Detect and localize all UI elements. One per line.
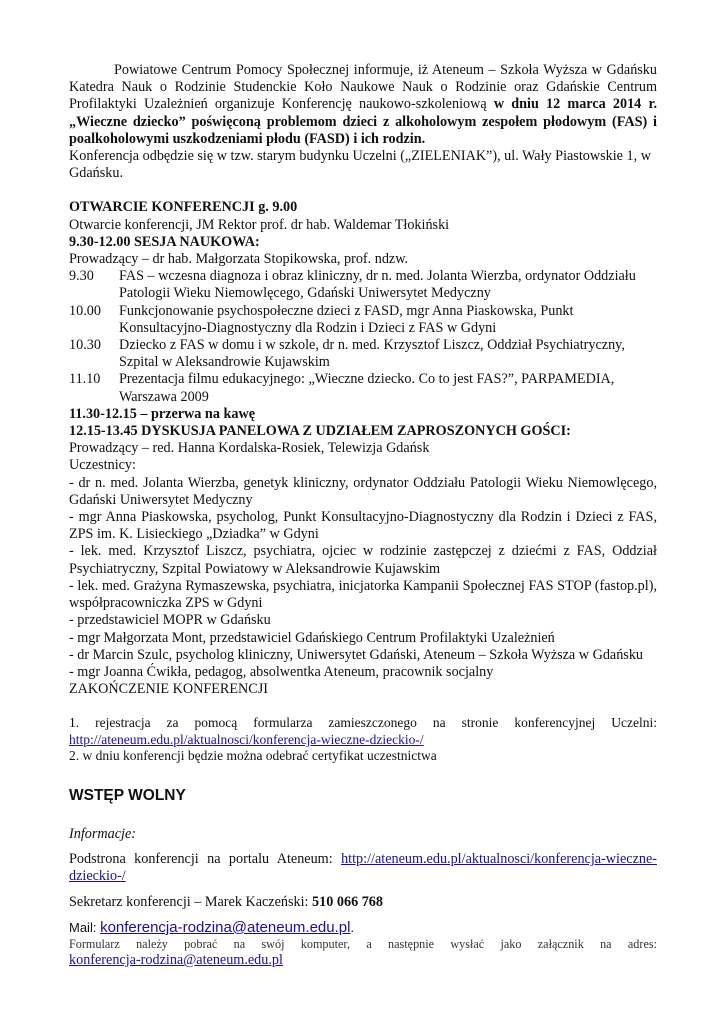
schedule-desc: Dziecko z FAS w domu i w szkole, dr n. med. Krzysztof Liszcz, Oddział Psychiatryczny, Szpital w Aleksandrowie Kujawskim	[119, 337, 625, 371]
schedule-desc: Prezentacja filmu edukacyjnego: „Wieczne dziecko. Co to jest FAS?”, PARPAMEDIA, Warszawa 2009	[119, 371, 615, 405]
participant-item: - przedstawiciel MOPR w Gdańsku	[69, 612, 271, 629]
schedule-item	[69, 268, 657, 302]
schedule-item	[69, 371, 657, 405]
panel-moderator: Prowadzący – red. Hanna Kordalska-Rosiek, Telewizja Gdańsk	[69, 440, 430, 457]
coffee-break: 11.30-12.15 – przerwa na kawę	[69, 405, 255, 422]
participants-label: Uczestnicy:	[69, 457, 136, 474]
secretary-phone: 510 066 768	[312, 893, 383, 910]
portal-link[interactable]: http://ateneum.edu.pl/aktualnosci/konferencja-wieczne-dzieckio-/	[69, 851, 657, 885]
info-label: Informacje:	[69, 826, 136, 843]
intro-text: Powiatowe Centrum Pomocy Społecznej informuje, iż Ateneum – Szkoła Wyższa w Gdańsku Katedra Nauk o Rodzinie Studenckie Koło Naukowe Nauk o Rodzinie oraz Gdańskie Centrum Profilaktyki Uzależnień organizuje Konferencję naukowo-szkoleniową	[69, 62, 657, 113]
notes-section	[69, 715, 657, 765]
intro-location: Konferencja odbędzie się w tzw. starym budynku Uczelni („ZIELENIAK”), ul. Wały Piastowskie 1, w Gdańsku.	[69, 148, 651, 182]
panel-heading: 12.15-13.45 DYSKUSJA PANELOWA Z UDZIAŁEM ZAPROSZONYCH GOŚCI:	[69, 423, 571, 440]
note-registration: 1. rejestracja za pomocą formularza zamieszczonego na stronie konferencyjnej Uczelni:	[69, 715, 657, 731]
mail-end: .	[350, 919, 355, 935]
portal-line	[69, 851, 657, 885]
schedule-time: 10.30	[69, 337, 101, 354]
registration-link[interactable]: http://ateneum.edu.pl/aktualnosci/konferencja-wieczne-dzieckio-/	[69, 731, 424, 747]
session-moderator: Prowadzący – dr hab. Małgorzata Stopikowska, prof. ndzw.	[69, 251, 409, 268]
schedule-desc: FAS – wczesna diagnoza i obraz kliniczny, dr n. med. Jolanta Wierzba, ordynator Oddziału Patologii Wieku Niemowlęcego, Gdański Uniwersytet Medyczny	[119, 268, 636, 302]
closing-heading: ZAKOŃCZENIE KONFERENCJI	[69, 681, 269, 698]
note-certificate: 2. w dniu konferencji będzie można odebrać certyfikat uczestnictwa	[69, 748, 437, 764]
schedule-time: 9.30	[69, 268, 94, 285]
secretary-text: Sekretarz konferencji – Marek Kaczeński:	[69, 893, 313, 910]
participant-item: - mgr Małgorzata Mont, przedstawiciel Gdańskiego Centrum Profilaktyki Uzależnień	[69, 629, 555, 646]
participant-item: - lek. med. Grażyna Rymaszewska, psychiatra, inicjatorka Kampanii Społecznej FAS STOP (fastop.pl), współpracowniczka ZPS w Gdyni	[69, 577, 657, 612]
schedule-item	[69, 303, 657, 337]
opening-text: Otwarcie konferencji, JM Rektor prof. dr hab. Waldemar Tłokiński	[69, 216, 450, 233]
mail-link[interactable]: konferencja-rodzina@ateneum.edu.pl	[100, 918, 351, 936]
schedule-item	[69, 337, 657, 371]
schedule-desc: Funkcjonowanie psychospołeczne dzieci z FASD, mgr Anna Piaskowska, Punkt Konsultacyjno-Diagnostyczny dla Rodzin i Dzieci z FAS w Gdyni	[119, 302, 574, 336]
free-entry-heading: WSTĘP WOLNY	[69, 786, 186, 804]
form-mail-link[interactable]: konferencja-rodzina@ateneum.edu.pl	[69, 952, 283, 969]
mail-label: Mail:	[69, 919, 101, 935]
participant-item: - dr n. med. Jolanta Wierzba, genetyk kliniczny, ordynator Oddziału Patologii Wieku Niemowlęcego, Gdański Uniwersytet Medyczny	[69, 474, 657, 508]
intro-paragraph	[69, 62, 657, 148]
participant-item: - mgr Anna Piaskowska, psycholog, Punkt Konsultacyjno-Diagnostyczny dla Rodzin i Dzieci z FAS, ZPS im. K. Lisieckiego „Dziadka” w Gdyni	[69, 509, 657, 543]
participant-item: - dr Marcin Szulc, psycholog kliniczny, Uniwersytet Gdański, Ateneum – Szkoła Wyższa w Gdańsku	[69, 646, 644, 663]
form-instructions: Formularz należy pobrać na swój komputer, a następnie wysłać jako załącznik na adres:	[69, 937, 657, 952]
mail-line	[69, 919, 657, 937]
opening-heading: OTWARCIE KONFERENCJI g. 9.00	[69, 199, 298, 216]
session-heading: 9.30-12.00 SESJA NAUKOWA:	[69, 233, 260, 250]
schedule-time: 10.00	[69, 302, 101, 319]
portal-text: Podstrona konferencji na portalu Ateneum:	[69, 851, 342, 868]
participant-item: - lek. med. Krzysztof Liszcz, psychiatra, ojciec w rodzinie zastępczej z dziećmi z FAS, Oddział Psychiatryczny, Szpital Powiatowy w Aleksandrowie Kujawskim	[69, 543, 657, 577]
participant-item: - mgr Joanna Ćwikła, pedagog, absolwentka Ateneum, pracownik socjalny	[69, 663, 494, 680]
secretary-line	[69, 894, 657, 911]
schedule-time: 11.10	[69, 371, 101, 388]
document-content	[69, 62, 657, 969]
intro-date-topic: w dniu 12 marca 2014 r. „Wieczne dziecko” poświęconą problemom dzieci z alkoholowym zespołem płodowym (FAS) i poalkoholowymi uszkodzeniami płodu (FASD) i ich rodzin.	[69, 96, 657, 147]
